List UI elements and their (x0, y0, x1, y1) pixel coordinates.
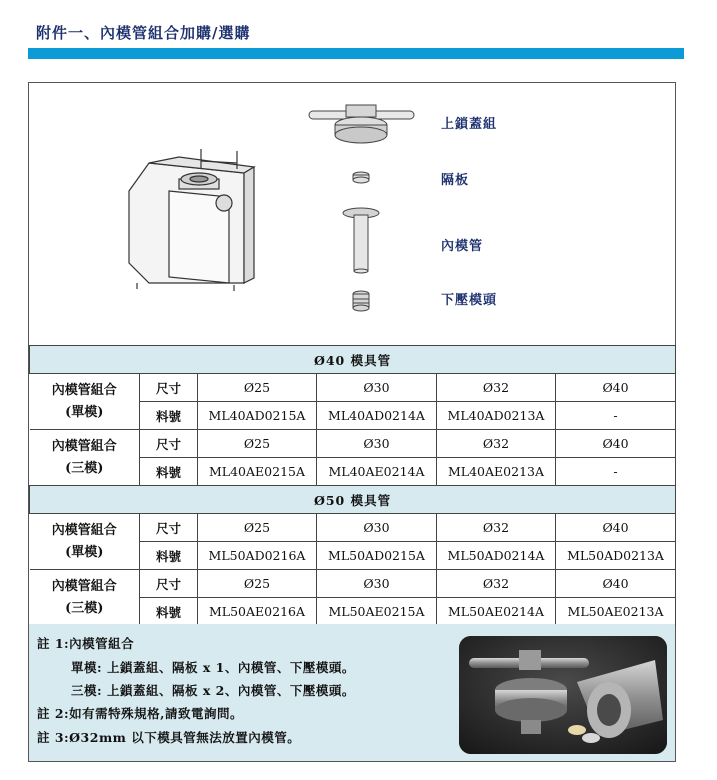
press-machine-drawing (129, 149, 254, 291)
size-value: Ø30 (317, 430, 437, 458)
section-band-row (30, 346, 676, 374)
part-number-value: ML50AD0214A (437, 542, 556, 570)
spacer-disc-drawing (353, 172, 369, 183)
part-number-value: ML50AE0216A (198, 598, 317, 626)
note-1: 註 1:內模管組合 (37, 636, 135, 651)
size-value: Ø40 (556, 514, 676, 542)
section-band-title: Ø50 模具管 (30, 486, 676, 514)
press-die-head-drawing (353, 291, 369, 311)
size-value: Ø40 (556, 374, 676, 402)
note-3: 註 3:Ø32mm 以下模具管無法放置內模管。 (37, 730, 301, 745)
part-number-value: - (556, 458, 676, 486)
part-number-value: ML40AE0214A (317, 458, 437, 486)
size-value: Ø32 (437, 374, 556, 402)
part-number-value: ML40AD0215A (198, 402, 317, 430)
section-band-row (30, 486, 676, 514)
part-number-label: 料號 (140, 598, 198, 626)
size-row (30, 430, 676, 458)
note-2: 註 2:如有需特殊規格,請致電詢問。 (37, 706, 244, 721)
group-name-cell (30, 514, 140, 570)
lock-cap-assembly-drawing (309, 105, 414, 143)
size-value: Ø30 (317, 570, 437, 598)
notes-panel (29, 624, 675, 761)
size-value: Ø25 (198, 430, 317, 458)
size-value: Ø25 (198, 514, 317, 542)
part-number-value: - (556, 402, 676, 430)
size-value: Ø25 (198, 374, 317, 402)
group-name-cell (30, 430, 140, 486)
size-row (30, 374, 676, 402)
group-mode: (三模) (65, 460, 104, 476)
part-number-label: 料號 (140, 402, 198, 430)
size-value: Ø40 (556, 570, 676, 598)
product-photo-rendering (459, 636, 667, 754)
size-label: 尺寸 (140, 430, 198, 458)
spec-table (29, 345, 676, 626)
part-number-value: ML50AE0215A (317, 598, 437, 626)
size-value: Ø25 (198, 570, 317, 598)
group-mode: (三模) (65, 600, 104, 616)
size-value: Ø32 (437, 514, 556, 542)
machine-and-parts-drawing (29, 83, 449, 345)
group-mode: (單模) (65, 544, 104, 560)
part-number-label: 料號 (140, 542, 198, 570)
size-row (30, 570, 676, 598)
size-label: 尺寸 (140, 514, 198, 542)
size-value: Ø30 (317, 374, 437, 402)
size-value: Ø40 (556, 430, 676, 458)
size-label: 尺寸 (140, 374, 198, 402)
part-number-value: ML40AD0214A (317, 402, 437, 430)
size-value: Ø30 (317, 514, 437, 542)
size-row (30, 514, 676, 542)
group-name-cell (30, 570, 140, 626)
size-value: Ø32 (437, 430, 556, 458)
size-label: 尺寸 (140, 570, 198, 598)
part-number-label: 料號 (140, 458, 198, 486)
part-label-press-head: 下壓模頭 (441, 293, 498, 308)
part-label-inner-tube: 內模管 (441, 239, 484, 254)
group-name-cell (30, 374, 140, 430)
part-number-value: ML40AD0213A (437, 402, 556, 430)
part-number-value: ML50AD0213A (556, 542, 676, 570)
part-number-value: ML50AD0215A (317, 542, 437, 570)
note-1-single-mold: 單模: 上鎖蓋組、隔板 x 1、內模管、下壓模頭。 (71, 660, 355, 675)
part-number-value: ML50AE0213A (556, 598, 676, 626)
group-name: 內模管組合 (51, 522, 117, 538)
illustration-area (29, 83, 675, 345)
part-label-lock-cap: 上鎖蓋組 (441, 117, 498, 132)
inner-mold-tube-drawing (343, 208, 379, 273)
size-value: Ø32 (437, 570, 556, 598)
group-mode: (單模) (65, 404, 104, 420)
part-number-value: ML50AD0216A (198, 542, 317, 570)
title-accent-bar (28, 48, 684, 59)
part-number-value: ML40AE0215A (198, 458, 317, 486)
page-title: 附件一、內模管組合加購/選購 (36, 24, 251, 42)
group-name: 內模管組合 (51, 382, 117, 398)
part-label-spacer: 隔板 (441, 173, 470, 188)
part-number-value: ML50AE0214A (437, 598, 556, 626)
group-name: 內模管組合 (51, 578, 117, 594)
group-name: 內模管組合 (51, 438, 117, 454)
note-1-triple-mold: 三模: 上鎖蓋組、隔板 x 2、內模管、下壓模頭。 (71, 683, 355, 698)
spec-table-body (30, 346, 676, 626)
part-number-value: ML40AE0213A (437, 458, 556, 486)
content-frame (28, 82, 676, 762)
product-photo (459, 636, 667, 754)
section-band-title: Ø40 模具管 (30, 346, 676, 374)
